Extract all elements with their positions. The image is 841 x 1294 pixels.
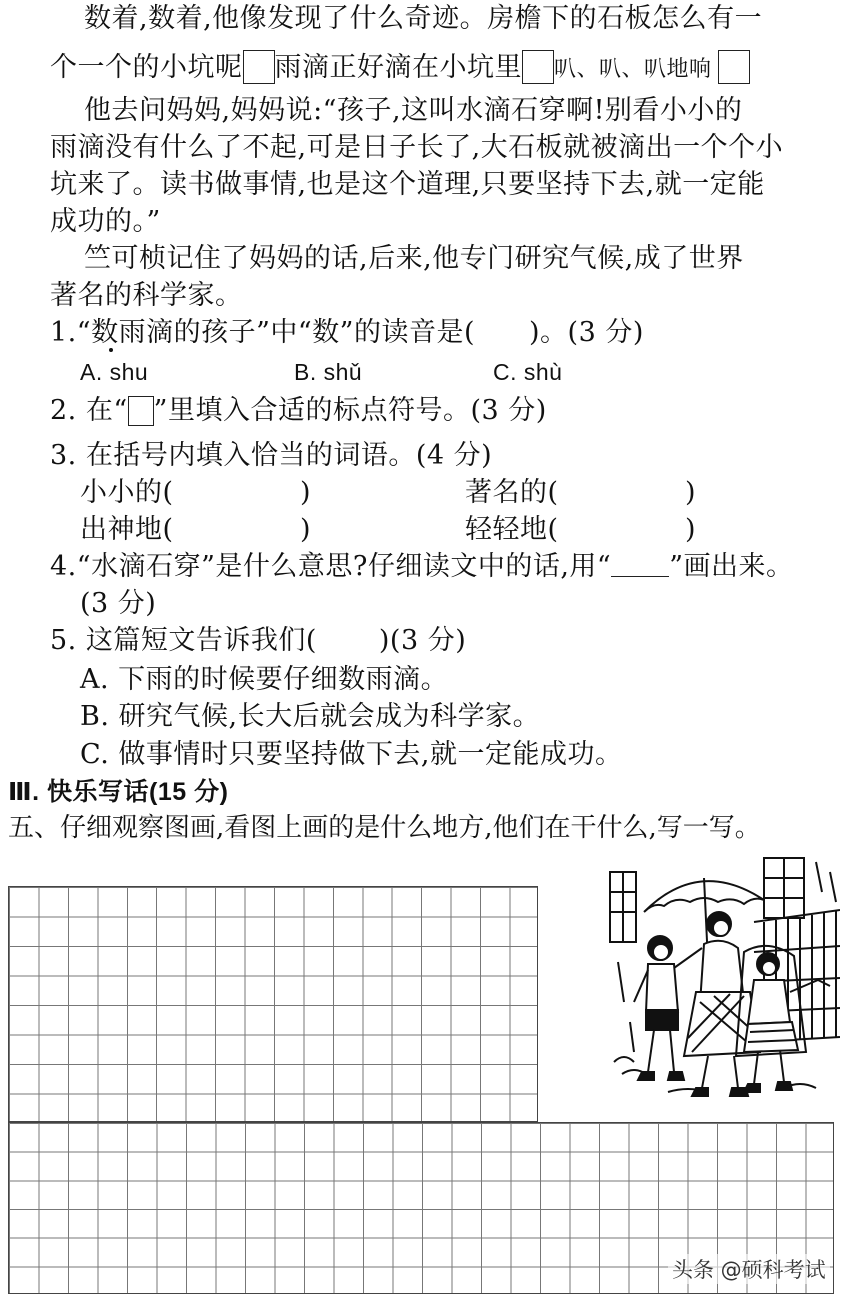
punctuation-box-3[interactable] [718, 50, 750, 84]
punctuation-box-1[interactable] [243, 50, 275, 84]
question-3: 3. 在括号内填入恰当的词语。(4 分) [50, 440, 493, 471]
passage-line-5: 坑来了。读书做事情,也是这个道理,只要坚持下去,就一定能 [50, 169, 765, 200]
q3-close-3: ) [300, 514, 312, 545]
passage-line-3: 他去问妈妈,妈妈说:“孩子,这叫水滴石穿啊!别看小小的 [84, 95, 743, 126]
q1-option-c[interactable]: C. shù [493, 359, 563, 385]
question-5: 5. 这篇短文告诉我们( )(3 分) [50, 625, 467, 656]
question-1: 1.“数雨滴的孩子”中“数”的读音是( )。(3 分) [50, 317, 644, 348]
punctuation-box-2[interactable] [522, 50, 554, 84]
q3-answer-blank-2[interactable] [568, 478, 680, 508]
rain-umbrella-family-illustration [604, 852, 840, 1102]
q3-close-4: ) [685, 514, 697, 545]
q3-item-1: 小小的( [80, 477, 174, 508]
underline-sample [611, 554, 669, 577]
q3-answer-blank-3[interactable] [186, 515, 296, 545]
passage-line-8: 著名的科学家。 [50, 280, 243, 311]
question-4-score: (3 分) [80, 588, 157, 619]
passage-line-4: 雨滴没有什么了不起,可是日子长了,大石板就被滴出一个个小 [50, 132, 784, 163]
q3-answer-blank-1[interactable] [186, 478, 296, 508]
emphasis-dot [109, 348, 113, 352]
passage-line-2: 个一个的小坑呢 雨滴正好滴在小坑里 叭、叭、叭地响 [50, 50, 750, 87]
q3-close-1: ) [300, 477, 312, 508]
q3-answer-blank-4[interactable] [568, 515, 680, 545]
q3-close-2: ) [685, 477, 697, 508]
section-5-instruction: 五、仔细观察图画,看图上画的是什么地方,他们在干什么,写一写。 [8, 813, 761, 843]
writing-grid-upper[interactable] [8, 886, 538, 1122]
watermark: 头条 @硕科考试 [668, 1254, 830, 1284]
section-3-title: Ⅲ. 快乐写话(15 分) [8, 778, 229, 806]
question-4: 4.“水滴石穿”是什么意思?仔细读文中的话,用“ ”画出来。 [50, 551, 794, 582]
q3-item-3: 出神地( [80, 514, 174, 545]
passage-line-7: 竺可桢记住了妈妈的话,后来,他专门研究气候,成了世界 [84, 243, 744, 274]
punctuation-box-sample [128, 396, 154, 426]
q1-option-a[interactable]: A. shu [80, 359, 149, 385]
question-2: 2. 在“ ”里填入合适的标点符号。(3 分) [50, 395, 547, 426]
q5-option-a[interactable]: A. 下雨的时候要仔细数雨滴。 [80, 664, 449, 695]
q3-item-4: 轻轻地( [465, 514, 559, 545]
q3-item-2: 著名的( [465, 477, 559, 508]
q1-option-b[interactable]: B. shǔ [294, 359, 363, 385]
q5-option-c[interactable]: C. 做事情时只要坚持做下去,就一定能成功。 [80, 739, 623, 770]
q5-option-b[interactable]: B. 研究气候,长大后就会成为科学家。 [80, 701, 541, 732]
passage-line-1: 数着,数着,他像发现了什么奇迹。房檐下的石板怎么有一 [84, 3, 763, 34]
passage-line-6: 成功的。” [50, 206, 161, 237]
